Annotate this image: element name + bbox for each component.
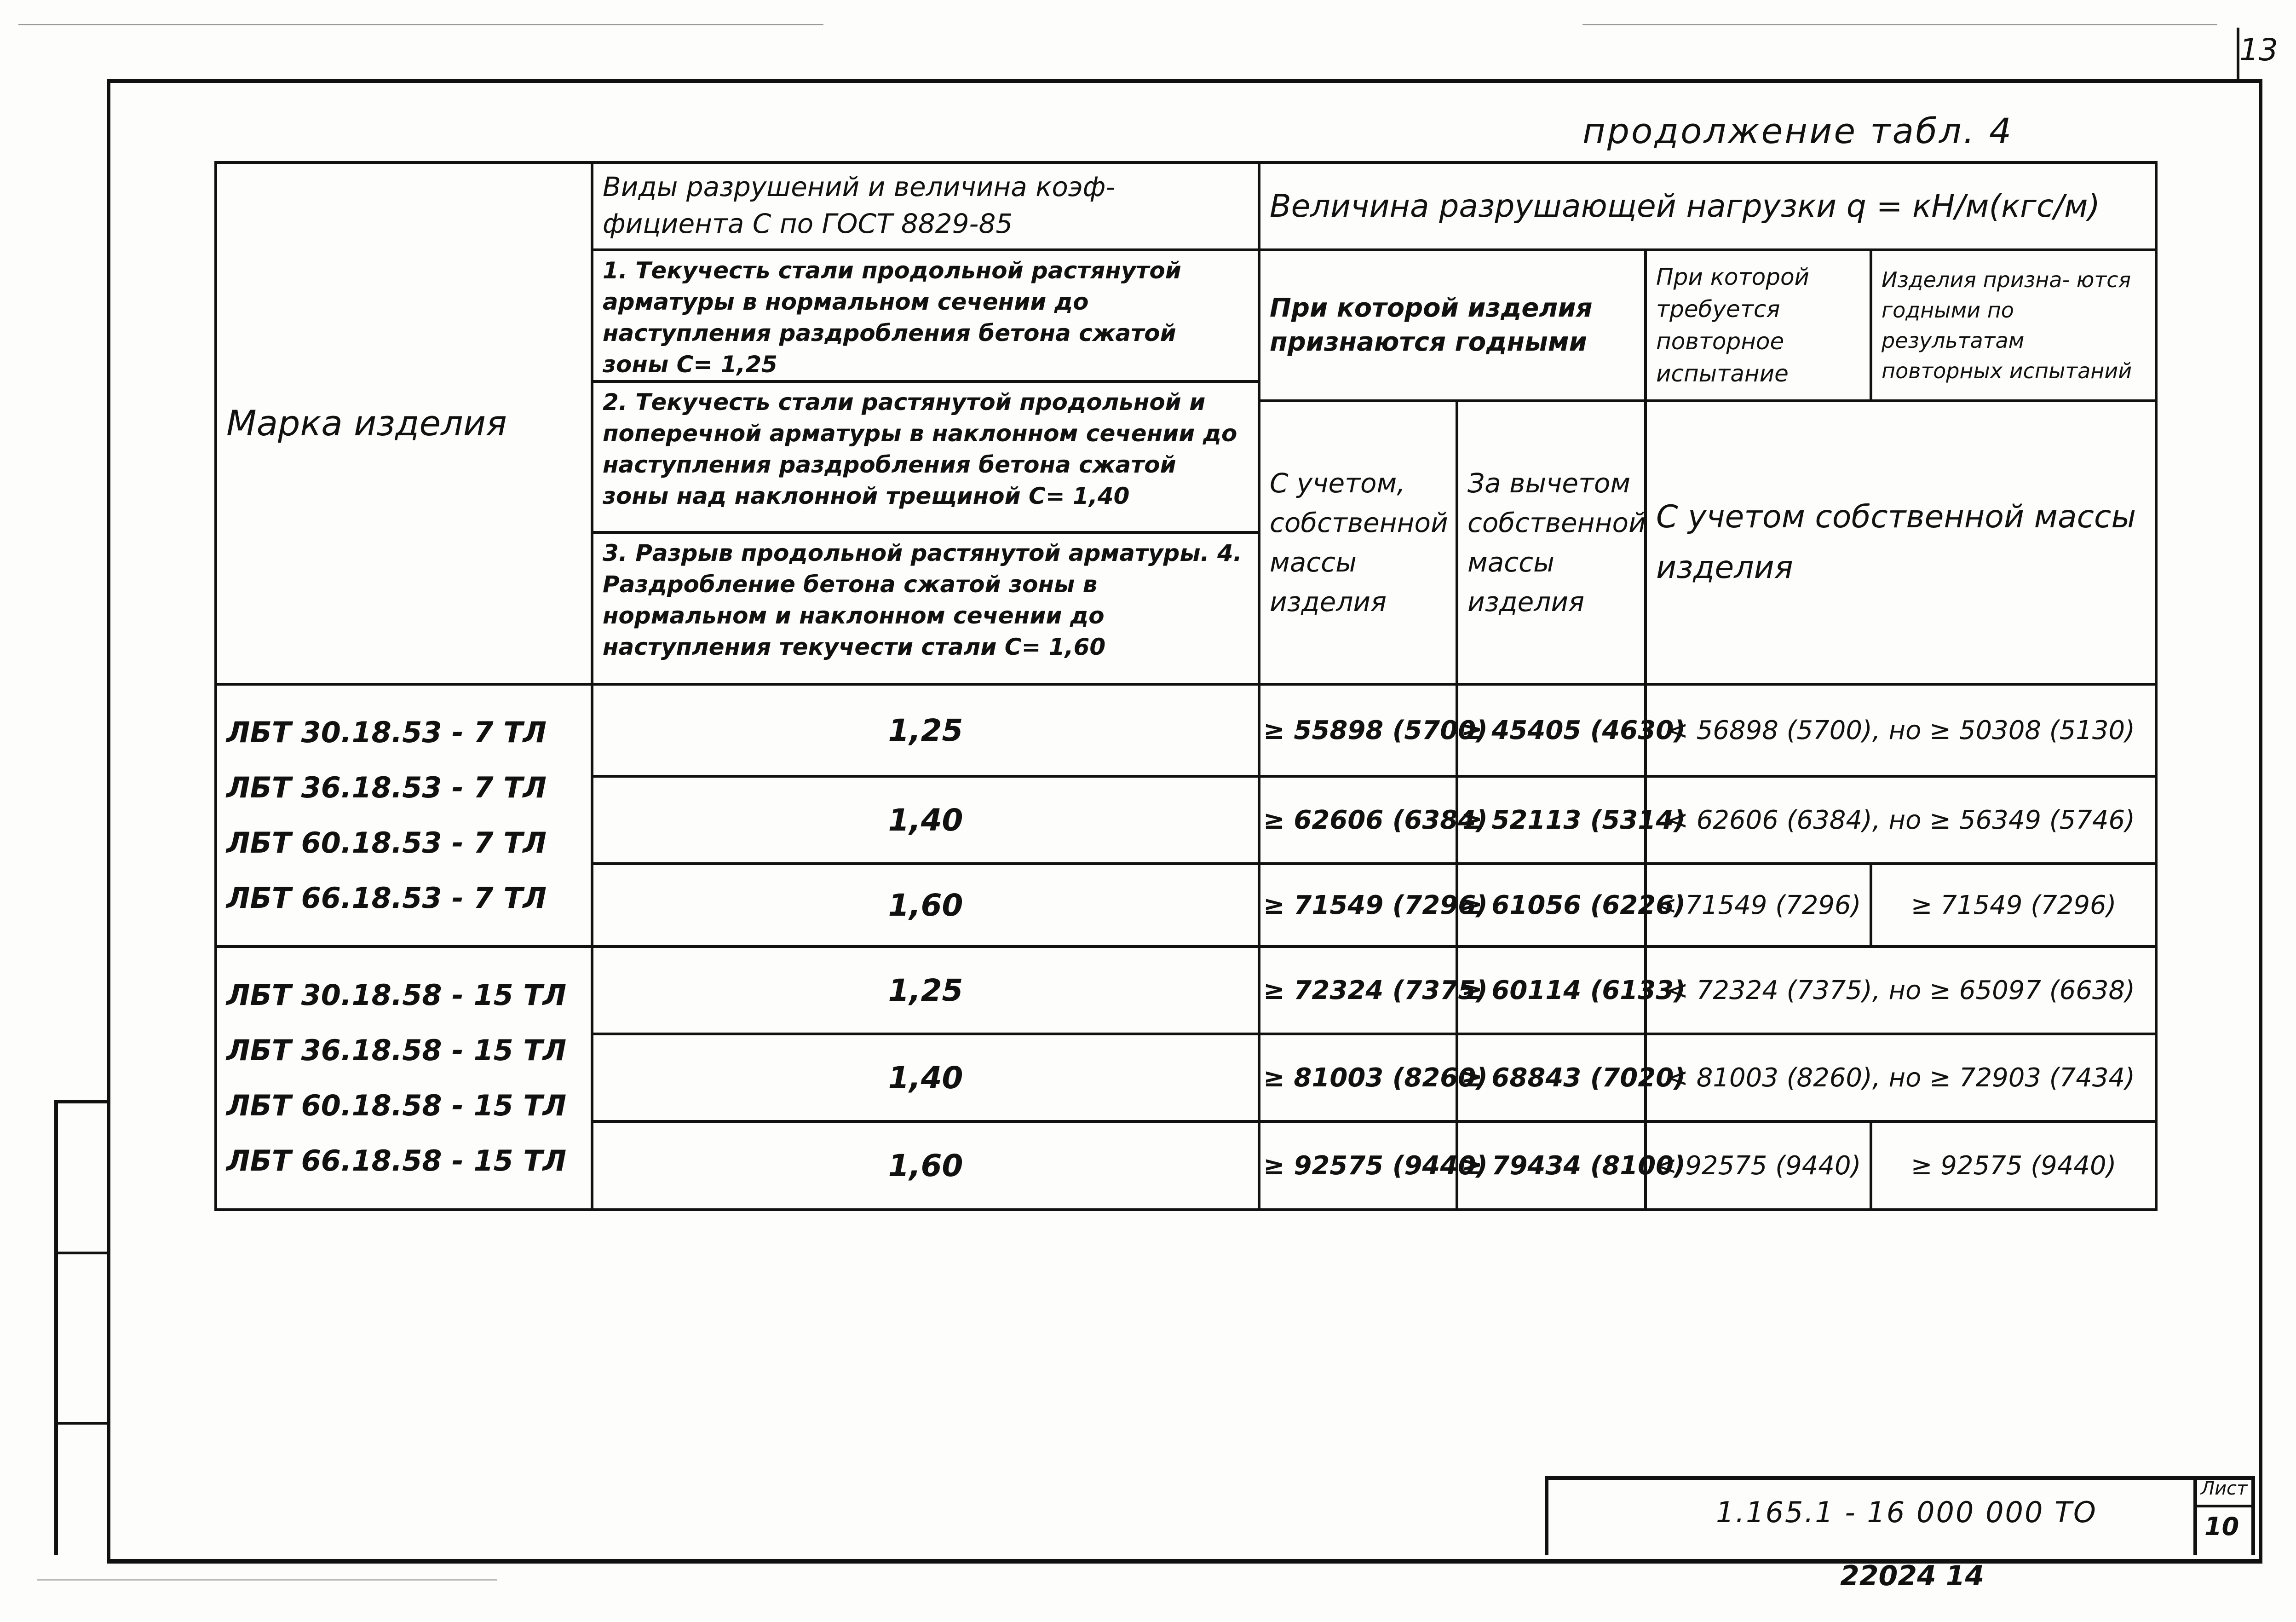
mark-item: ЛБТ 30.18.53 - 7 ТЛ <box>226 716 547 749</box>
minus-mass-cell: ≥ 68843 (7020) <box>1457 1034 1646 1121</box>
with-mass-cell: ≥ 81003 (8260) <box>1259 1034 1457 1121</box>
condition-2: 2. Текучесть стали растянутой продольной и поперечной арматуры в наклонном сечении до наступления раздробления бетона сжатой зоны над наклонной трещиной C= 1,40 <box>592 381 1259 532</box>
header-fit: При которой изделия признаются годными <box>1259 250 1646 401</box>
page-number-corner: 13 <box>2239 32 2278 68</box>
retest-cell: < 92575 (9440) <box>1646 1121 1871 1210</box>
mark-item: ЛБТ 66.18.53 - 7 ТЛ <box>226 881 547 915</box>
header-minus-mass: За вычетом собственной массы изделия <box>1457 401 1646 684</box>
minus-mass-cell: ≥ 60114 (6133) <box>1457 947 1646 1034</box>
condition-1: 1. Текучесть стали продольной растянутой арматуры в нормальном сечении до наступления раздробления бетона сжатой зоны C= 1,25 <box>592 250 1259 381</box>
header-types: Виды разрушений и величина коэф- фициента C по ГОСТ 8829-85 <box>592 162 1259 250</box>
retest-cell: < 72324 (7375), но ≥ 65097 (6638) <box>1646 947 2156 1034</box>
header-load: Величина разрушающей нагрузки q = кН/м(кгс/м) <box>1259 162 2156 250</box>
sheet-label: Лист <box>2201 1478 2248 1499</box>
mark-item: ЛБТ 60.18.58 - 15 ТЛ <box>226 1089 567 1122</box>
fit-after-cell: ≥ 71549 (7296) <box>1871 864 2156 947</box>
mark-item: ЛБТ 30.18.58 - 15 ТЛ <box>226 978 567 1012</box>
sheet-number: 10 <box>2204 1512 2239 1541</box>
inventory-number: 22024 14 <box>1840 1560 1985 1592</box>
mark-item: ЛБТ 66.18.58 - 15 ТЛ <box>226 1144 567 1178</box>
strip-divider <box>54 1422 109 1425</box>
minus-mass-cell: ≥ 52113 (5314) <box>1457 776 1646 864</box>
fit-after-cell: ≥ 92575 (9440) <box>1871 1121 2156 1210</box>
mark-item: ЛБТ 36.18.58 - 15 ТЛ <box>226 1033 567 1067</box>
retest-cell: < 81003 (8260), но ≥ 72903 (7434) <box>1646 1034 2156 1121</box>
with-mass-cell: ≥ 71549 (7296) <box>1259 864 1457 947</box>
coef-cell: 1,25 <box>592 684 1259 776</box>
binding-strip <box>54 1100 109 1555</box>
with-mass-cell: ≥ 72324 (7375) <box>1259 947 1457 1034</box>
header-with-mass: С учетом, собственной массы изделия <box>1259 401 1457 684</box>
condition-3: 3. Разрыв продольной растянутой арматуры. 4. Раздробление бетона сжатой зоны в нормальном и наклонном сечении до наступления текучести стали C= 1,60 <box>592 532 1259 684</box>
with-mass-cell: ≥ 92575 (9440) <box>1259 1121 1457 1210</box>
header-retest: При которой требуется повторное испытание <box>1646 250 1871 401</box>
sheet-box-divider <box>2193 1505 2255 1507</box>
document-code: 1.165.1 - 16 000 000 ТО <box>1716 1495 2097 1529</box>
strip-divider <box>54 1252 109 1254</box>
with-mass-cell: ≥ 55898 (5700) <box>1259 684 1457 776</box>
coef-cell: 1,60 <box>592 1121 1259 1210</box>
header-fit-after-retest: Изделия призна- ются годными по результатам повторных испытаний <box>1871 250 2156 401</box>
minus-mass-cell: ≥ 79434 (8100) <box>1457 1121 1646 1210</box>
load-table <box>214 161 2158 1211</box>
retest-cell: < 71549 (7296) <box>1646 864 1871 947</box>
coef-cell: 1,60 <box>592 864 1259 947</box>
mark-item: ЛБТ 36.18.53 - 7 ТЛ <box>226 771 547 804</box>
retest-cell: < 56898 (5700), но ≥ 50308 (5130) <box>1646 684 2156 776</box>
minus-mass-cell: ≥ 61056 (6226) <box>1457 864 1646 947</box>
group2-marks <box>216 947 592 1210</box>
continuation-label: продолжение табл. 4 <box>1582 110 2014 151</box>
header-mark: Марка изделия <box>216 162 592 684</box>
header-with-mass-wide: С учетом собственной массы изделия <box>1646 401 2156 684</box>
with-mass-cell: ≥ 62606 (6384) <box>1259 776 1457 864</box>
minus-mass-cell: ≥ 45405 (4630) <box>1457 684 1646 776</box>
coef-cell: 1,25 <box>592 947 1259 1034</box>
group1-marks <box>216 684 592 947</box>
retest-cell: < 62606 (6384), но ≥ 56349 (5746) <box>1646 776 2156 864</box>
coef-cell: 1,40 <box>592 776 1259 864</box>
coef-cell: 1,40 <box>592 1034 1259 1121</box>
mark-item: ЛБТ 60.18.53 - 7 ТЛ <box>226 826 547 860</box>
